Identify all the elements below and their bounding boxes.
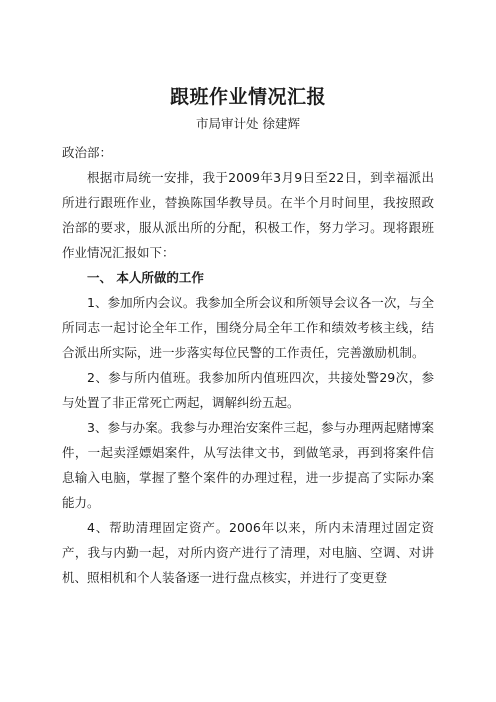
salutation: 政治部： — [62, 145, 113, 160]
document-author: 市局审计处 徐建辉 — [196, 116, 300, 131]
section-heading: 一、 本人所做的工作 — [87, 270, 204, 285]
work-item-4: 4、帮助清理固定资产。2006年以来，所内未清理过固定资产，我与内勤一起，对所内资产进行了清理，对电脑、空调、对讲机、照相机和个人装备逐一进行盘点核实，并进行了变更登 — [62, 520, 434, 585]
work-item-3: 3、参与办案。我参与办理治安案件三起，参与办理两起赌博案件，一起卖淫嫖娼案件，从写法律文书，到做笔录，再到将案件信息输入电脑，掌握了整个案件的办理过程，进一步提高了实际办案能力。 — [62, 420, 434, 510]
document-page — [62, 82, 434, 590]
document-title: 跟班作业情况汇报 — [169, 86, 326, 108]
work-item-1: 1、参加所内会议。我参加全所会议和所领导会议各一次，与全所同志一起讨论全年工作，围绕分局全年工作和绩效考核主线，结合派出所实际，进一步落实每位民警的工作责任，完善激励机制。 — [62, 295, 434, 360]
work-item-2: 2、参与所内值班。我参加所内值班四次，共接处警29次，参与处置了非正常死亡两起，调解纠纷五起。 — [62, 370, 434, 410]
intro-paragraph: 根据市局统一安排，我于2009年3月9日至22日，到幸福派出所进行跟班作业，替换陈国华教导员。在半个月时间里，我按照政治部的要求，服从派出所的分配，积极工作，努力学习。现将跟班作业情况汇报如下： — [62, 170, 434, 260]
